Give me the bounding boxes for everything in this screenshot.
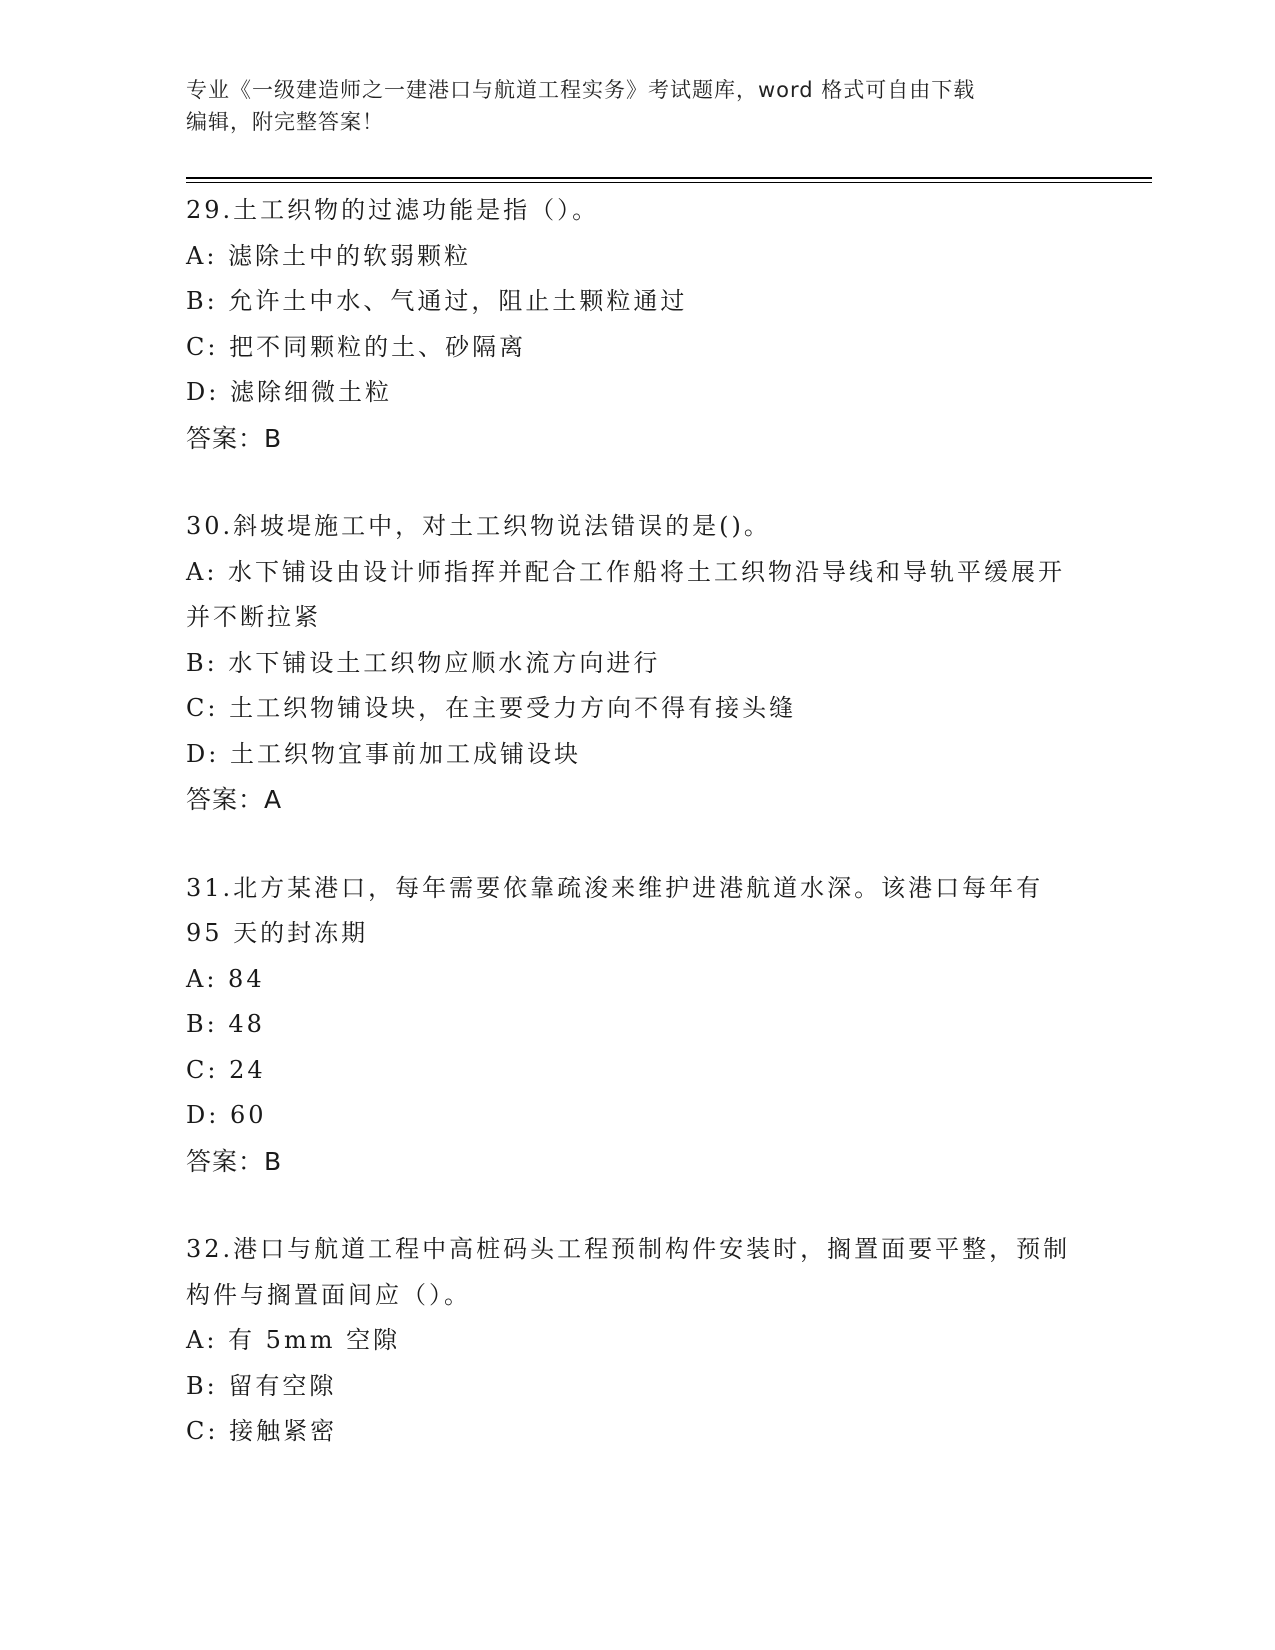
- document-header: [186, 74, 1066, 138]
- option-b: B: 水下铺设土工织物应顺水流方向进行: [186, 648, 661, 677]
- option-c: C: 24: [186, 1055, 266, 1084]
- question-text: 29.土工织物的过滤功能是指（）。: [186, 196, 600, 224]
- header-divider-thick: [186, 177, 1152, 179]
- header-line-2: 编辑，附完整答案！: [186, 110, 384, 134]
- answer-label: 答案：A: [186, 785, 283, 814]
- option-a: A: 水下铺设由设计师指挥并配合工作船将土工织物沿导线和导轨平缓展开并不断拉紧: [186, 557, 1066, 631]
- answer-label: 答案：B: [186, 1146, 283, 1176]
- answer-label: 答案：B: [186, 423, 283, 453]
- question-29: [186, 188, 1086, 461]
- question-text: 31.北方某港口，每年需要依靠疏浚来维护进港航道水深。该港口每年有 95 天的封冻期: [186, 873, 1044, 947]
- option-b: B: 允许土中水、气通过，阻止土颗粒通过: [186, 287, 688, 315]
- option-a: A: 84: [186, 964, 265, 993]
- option-c: C: 把不同颗粒的土、砂隔离: [186, 332, 527, 361]
- header-divider-thin: [186, 182, 1152, 183]
- header-line-1: 专业《一级建造师之一建港口与航道工程实务》考试题库，word 格式可自由下载: [186, 78, 976, 102]
- question-30: [186, 504, 1086, 823]
- question-32: [186, 1227, 1086, 1455]
- question-text: 32.港口与航道工程中高桩码头工程预制构件安装时，搁置面要平整，预制构件与搁置面间应（）。: [186, 1235, 1071, 1309]
- option-a: A: 滤除土中的软弱颗粒: [186, 241, 472, 270]
- option-d: D: 土工织物宜事前加工成铺设块: [186, 739, 581, 768]
- option-d: D: 60: [186, 1101, 267, 1129]
- option-b: B: 留有空隙: [186, 1371, 337, 1400]
- option-d: D: 滤除细微土粒: [186, 378, 392, 406]
- question-31: [186, 866, 1086, 1185]
- option-b: B: 48: [186, 1010, 265, 1038]
- option-c: C: 土工织物铺设块，在主要受力方向不得有接头缝: [186, 694, 797, 722]
- question-text: 30.斜坡堤施工中，对土工织物说法错误的是()。: [186, 512, 771, 540]
- option-a: A: 有 5mm 空隙: [186, 1326, 401, 1354]
- question-list: [186, 188, 1086, 1498]
- option-c: C: 接触紧密: [186, 1417, 338, 1445]
